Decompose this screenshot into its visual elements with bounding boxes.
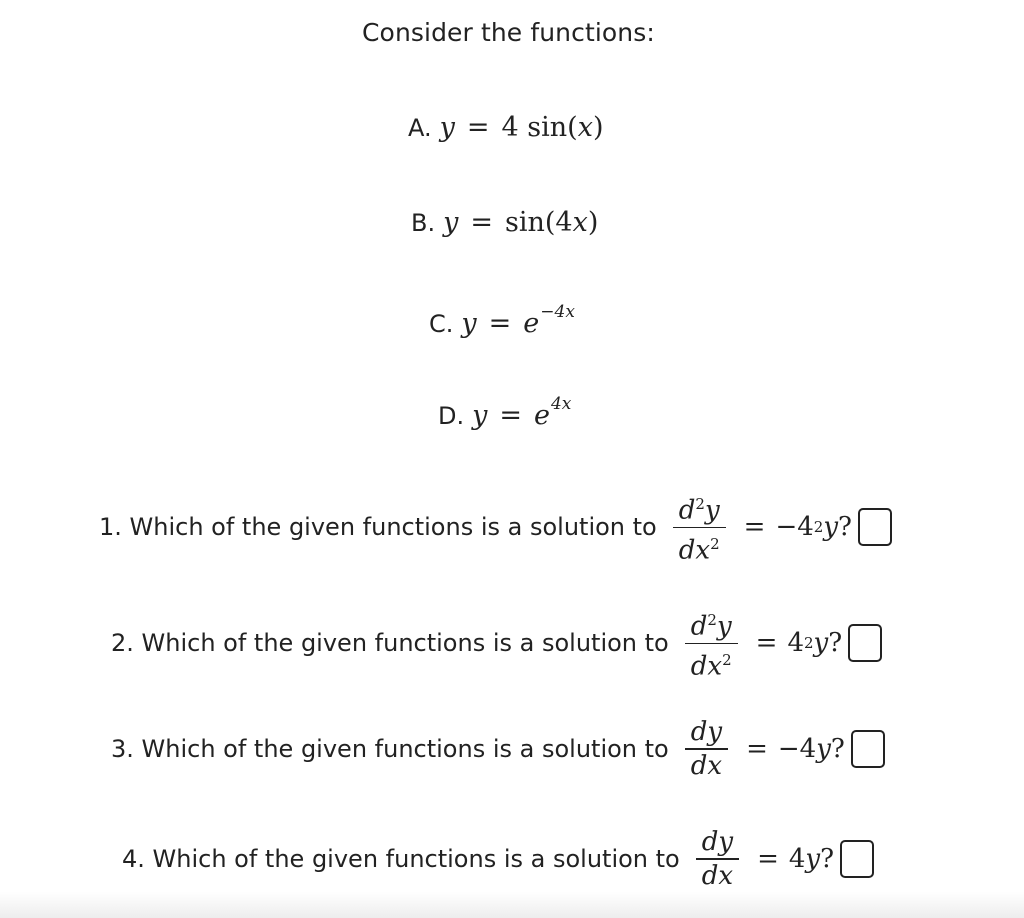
question-3 [111, 716, 885, 782]
answer-input-box[interactable] [840, 840, 874, 878]
equals-sign: = [746, 733, 768, 764]
numerator-var: y [704, 495, 720, 526]
rhs-var: y [823, 512, 839, 543]
function-exponent: −4x [540, 302, 575, 322]
function-base: e [534, 400, 550, 431]
equation-rhs [745, 844, 834, 874]
function-rhs-post: ) [587, 207, 599, 238]
answer-input-box[interactable] [848, 624, 882, 662]
function-b [411, 207, 598, 238]
function-c [429, 302, 575, 339]
function-label: D. [438, 402, 465, 430]
question-mark: ? [830, 733, 845, 764]
equals-sign: = [466, 112, 490, 143]
function-a [408, 112, 603, 143]
question-text: 3. Which of the given functions is a solution to [111, 734, 669, 763]
rhs-coefficient: −4 [775, 512, 814, 543]
denominator-exponent: 2 [710, 535, 720, 554]
numerator-var: y [716, 611, 732, 642]
function-lhs: y [472, 400, 488, 431]
function-expression [440, 112, 604, 143]
question-1 [99, 488, 892, 567]
equation-rhs [734, 734, 845, 764]
derivative-fraction [685, 604, 738, 683]
denominator-exponent: 2 [722, 651, 732, 670]
numerator-d: d [678, 495, 696, 526]
fraction-numerator [673, 488, 726, 527]
equals-sign: = [757, 843, 779, 874]
equals-sign: = [743, 512, 766, 543]
function-exponent: 4x [550, 394, 572, 414]
function-d [438, 394, 572, 431]
rhs-var: y [816, 733, 831, 764]
function-rhs-var: x [577, 112, 593, 143]
derivative-fraction [696, 826, 739, 892]
rhs-coefficient: 4 [788, 843, 806, 874]
derivative-fraction [685, 716, 728, 782]
question-4 [122, 826, 874, 892]
function-rhs-post: ) [592, 112, 604, 143]
function-lhs: y [439, 112, 455, 143]
function-expression [472, 394, 572, 431]
rhs-var: y [813, 628, 829, 659]
rhs-exponent: 2 [813, 518, 824, 537]
function-rhs-pre: 4 sin( [501, 112, 578, 143]
rhs-coefficient: −4 [777, 733, 817, 764]
rhs-coefficient: 4 [787, 628, 804, 659]
equation-rhs [744, 628, 843, 658]
fraction-numerator: dy [701, 827, 734, 857]
function-label: B. [411, 209, 436, 237]
rhs-var: y [805, 843, 821, 874]
numerator-d: d [690, 611, 708, 642]
derivative-fraction [673, 488, 726, 567]
fraction-denominator: dx [690, 750, 723, 781]
fraction-numerator: dy [690, 717, 723, 747]
equals-sign: = [488, 308, 512, 339]
equals-sign: = [470, 207, 493, 238]
numerator-exponent: 2 [695, 495, 705, 513]
rhs-exponent: 2 [803, 634, 814, 653]
answer-input-box[interactable] [858, 508, 892, 546]
denominator-dx: dx [678, 535, 711, 566]
question-text: 1. Which of the given functions is a solution to [99, 513, 657, 542]
equals-sign: = [755, 628, 778, 659]
answer-input-box[interactable] [851, 730, 885, 768]
function-lhs: y [461, 308, 477, 339]
function-rhs-pre: sin(4 [504, 207, 573, 238]
function-base: e [523, 308, 540, 339]
function-expression [443, 207, 598, 238]
question-mark: ? [820, 843, 835, 874]
equals-sign: = [499, 400, 522, 431]
intro-heading: Consider the functions: [362, 18, 655, 47]
function-expression [461, 302, 575, 339]
equation-rhs [732, 512, 852, 542]
question-text: 4. Which of the given functions is a solution to [122, 844, 680, 873]
question-2 [111, 604, 882, 683]
function-rhs-var: x [572, 207, 588, 238]
numerator-exponent: 2 [707, 611, 717, 629]
fraction-numerator [685, 604, 738, 643]
question-mark: ? [828, 628, 843, 659]
fraction-denominator [685, 644, 738, 683]
fraction-denominator: dx [701, 860, 734, 891]
denominator-dx: dx [690, 651, 723, 682]
question-mark: ? [838, 512, 852, 543]
function-label: C. [429, 310, 454, 338]
fraction-denominator [673, 528, 726, 567]
function-lhs: y [443, 207, 459, 238]
bottom-shadow [0, 892, 1024, 918]
function-label: A. [408, 114, 432, 142]
question-text: 2. Which of the given functions is a solution to [111, 629, 669, 658]
